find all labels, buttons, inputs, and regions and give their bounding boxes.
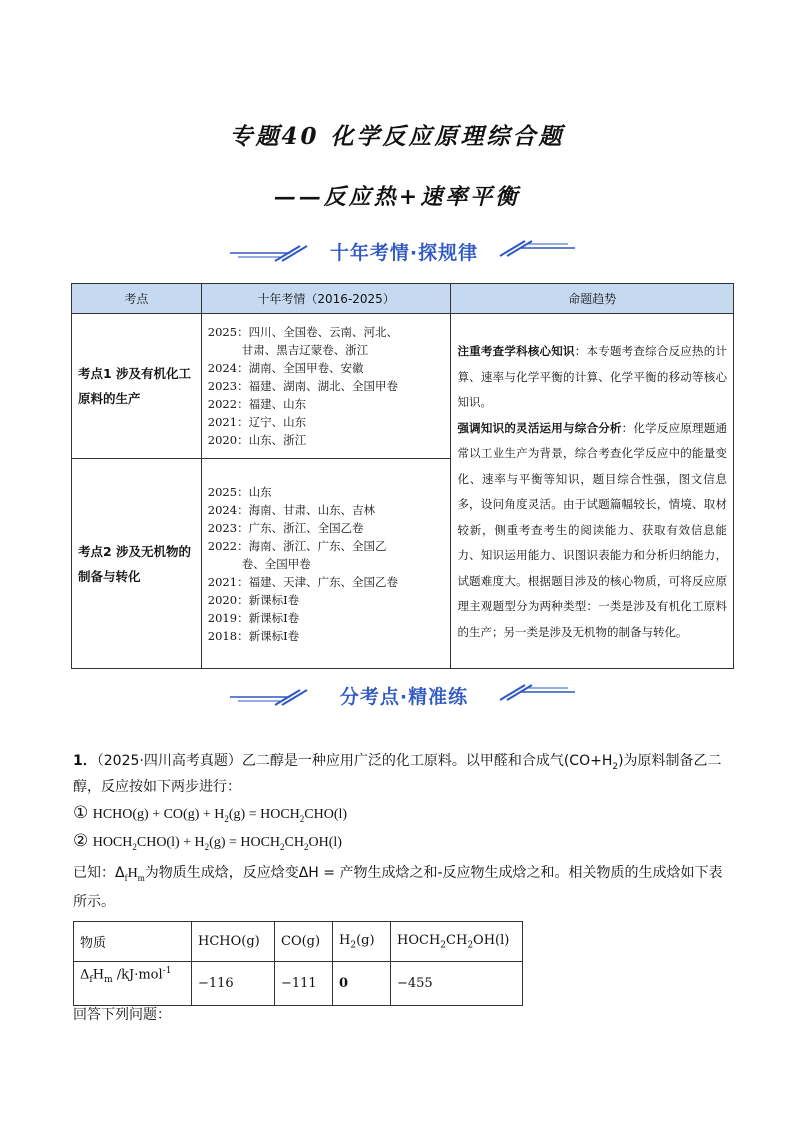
- question-text-2: 醇，反应按如下两步进行：: [73, 779, 241, 795]
- year-line: 卷、全国甲卷: [241, 556, 311, 571]
- row-label: $\Delta_fH_m$ /kJ·mol$^{-1}$: [74, 962, 192, 1006]
- banner-title: 十年考情·探规律: [329, 242, 479, 264]
- question-text: )为原料制备乙二: [618, 753, 722, 769]
- year-line: 2023：福建、湖南、湖北、全国甲卷: [207, 379, 399, 393]
- year-line: 2019：新课标Ⅰ卷: [207, 610, 300, 625]
- year-line: 2018：新课标Ⅰ卷: [207, 628, 300, 643]
- year-line: 2025：四川、全国卷、云南、河北、: [207, 325, 399, 339]
- years-cell: [201, 314, 451, 459]
- question-number: 1．: [73, 753, 97, 769]
- year-line: 2023：广东、浙江、全国乙卷: [207, 520, 364, 535]
- trend-cell: [451, 314, 734, 669]
- year-line: 2021：辽宁、山东: [207, 415, 307, 429]
- question-source: （2025·四川高考真题）: [96, 753, 242, 769]
- trend-text-1: ：本专题考查综合反应热的计算、速率与化学平衡的计算、化学平衡的移动等核心知识。: [457, 344, 728, 409]
- year-line: 2022：福建、山东: [207, 397, 307, 411]
- equation-1: ① HCHO(g) + $CO(g) + H_2(g)$ = $HOCH_2CHO(l)$: [73, 803, 348, 824]
- header-years: 十年考情（2016-2025）: [201, 284, 451, 314]
- trend-text-2: ：化学反应原理题通常以工业生产为背景，综合考查化学反应中的能量变化、速率与平衡等知识，题目综合性强，图文信息多，设问角度灵活。由于试题篇幅较长，情境、取材较新，侧重考查考生的阅读能力、获取有效信息能力、知识运用能力、识图识表能力和分析归纳能力，试题难度大。根据题目涉及的核心物质，可将反应原理主观题型分为两种类型：一类是涉及有机化工原料的生产；另一类是涉及无机物的制备与转化。: [457, 420, 728, 639]
- trend-heading-2: 强调知识的灵活运用与综合分析: [457, 420, 622, 435]
- table-header-row: [72, 284, 734, 314]
- year-line: 2024：湖南、全国甲卷、安徽: [207, 361, 364, 375]
- banner-title: 分考点·精准练: [339, 686, 469, 708]
- year-line: 2025：山东: [207, 484, 272, 499]
- value-cell: 0: [333, 962, 391, 1006]
- year-line: 2020：山东、浙江: [207, 433, 307, 447]
- table-row: [74, 922, 523, 962]
- table-row: [72, 314, 734, 459]
- year-line: 2024：海南、甘肃、山东、吉林: [207, 502, 376, 517]
- year-line: 2022：海南、浙江、广东、全国乙: [207, 538, 387, 553]
- year-line: 2021：福建、天津、广东、全国乙卷: [207, 574, 399, 589]
- banner-practice: [230, 680, 575, 710]
- table-row: [74, 962, 523, 1006]
- enthalpy-table: [73, 921, 523, 1006]
- value-cell: −116: [192, 962, 275, 1006]
- eq-marker: ②: [73, 831, 89, 851]
- known-text-2: 所示。: [73, 894, 115, 910]
- years-cell: [201, 459, 451, 669]
- known-text-rest: 为物质生成焓，反应焓变ΔH = 产物生成焓之和-反应物生成焓之和。相关物质的生成焓如下表: [144, 865, 723, 881]
- species-cell: HCHO(g): [192, 922, 275, 962]
- point-cell: 考点1 涉及有机化工原料的生产: [72, 314, 202, 459]
- header-species: 物质: [74, 922, 192, 962]
- species-cell: CO(g): [275, 922, 333, 962]
- answer-prompt: 回答下列问题：: [73, 1007, 171, 1023]
- year-line: 2020：新课标Ⅰ卷: [207, 592, 300, 607]
- trend-heading-1: 注重考查学科核心知识: [457, 344, 575, 358]
- question-stem: [73, 749, 733, 779]
- year-line: 甘肃、黑吉辽蒙卷、浙江: [241, 343, 369, 357]
- banner-ten-years: [230, 236, 575, 266]
- header-trend: 命题趋势: [451, 284, 734, 314]
- question-text: 乙二醇是一种应用广泛的化工原料。以甲醛和合成气(CO+H: [241, 753, 613, 769]
- page-title: 专题40 化学反应原理综合题: [229, 123, 565, 150]
- equation-2: ② $HOCH_2CHO(l) + H_2(g)$ = $HOCH_2CH_2OH(l)$: [73, 831, 342, 852]
- species-cell: $H_2(g)$: [333, 922, 391, 962]
- species-cell: $HOCH_2CH_2OH(l)$: [391, 922, 523, 962]
- eq-marker: ①: [73, 803, 89, 823]
- subscript: 2: [612, 761, 619, 772]
- known-text-start: 已知：Δ: [73, 865, 125, 881]
- value-cell: −455: [391, 962, 523, 1006]
- exam-trend-table: [71, 283, 734, 669]
- value-cell: −111: [275, 962, 333, 1006]
- header-point: 考点: [72, 284, 202, 314]
- page-subtitle: ——反应热+速率平衡: [273, 184, 521, 210]
- known-text: 已知：$\Delta_fH_m$为物质生成焓，反应焓变ΔH = 产物生成焓之和-反应物生成焓之和。相关物质的生成焓如下表: [73, 865, 723, 883]
- point-cell: 考点2 涉及无机物的制备与转化: [72, 459, 202, 669]
